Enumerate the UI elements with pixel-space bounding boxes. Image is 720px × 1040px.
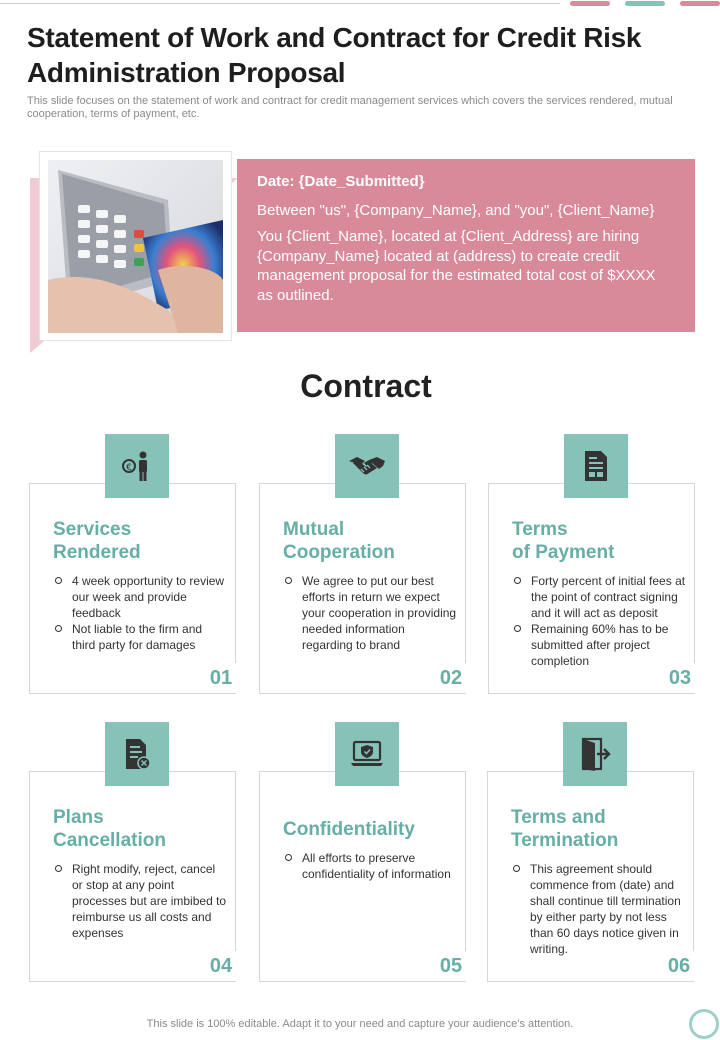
intro-box (237, 159, 695, 332)
page-subtitle: This slide focuses on the statement of work and contract for credit management services which covers the services rendered, mutual cooperation, terms of payment, etc. (27, 95, 673, 120)
accent-bar-2 (625, 1, 665, 6)
top-rule (0, 3, 560, 4)
card-title (53, 806, 233, 852)
list-item: Not liable to the firm and third party for damages (55, 621, 227, 653)
list-item: Remaining 60% has to be submitted after project completion (514, 621, 686, 669)
card-list (285, 573, 457, 653)
card-title (511, 806, 691, 852)
card-list (285, 850, 457, 882)
card-title-line-1: Terms and (511, 807, 606, 828)
intro-date: Date: {Date_Submitted} (257, 173, 425, 190)
card-title (283, 518, 463, 564)
card-title-line-1: Mutual (283, 519, 345, 540)
card-list (514, 573, 686, 669)
invoice-icon-box (564, 434, 628, 498)
card-title (512, 518, 692, 564)
svg-text:€: € (126, 463, 132, 473)
card-number: 03 (656, 663, 704, 693)
list-item: This agreement should commence from (date) and shall continue till termination by either party by not less than 60 days notice given in writing. (513, 861, 685, 957)
card-title-line-2: Rendered (53, 542, 141, 563)
money-person-icon-box (105, 434, 169, 498)
contract-card-mutual-cooperation (259, 483, 466, 694)
intro-body: You {Client_Name}, located at {Client_Address} are hiring {Company_Name} located at (address) to create credit management proposal for the estimated total cost of $XXXX as outlined. (257, 228, 656, 304)
list-item: Right modify, reject, cancel or stop at any point processes but are imbibed to reimburse us all costs and expenses (55, 861, 227, 941)
card-number: 06 (655, 951, 703, 981)
contract-card-plans-cancellation (29, 771, 236, 982)
footer-note: This slide is 100% editable. Adapt it to your need and capture your audience’s attention. (146, 1018, 574, 1030)
accent-bar-1 (570, 1, 610, 6)
invoice-icon (581, 449, 611, 483)
list-item: 4 week opportunity to review our week and provide feedback (55, 573, 227, 621)
secure-laptop-icon (349, 739, 385, 769)
list-item: Forty percent of initial fees at the point of contract signing and it will act as deposit (514, 573, 686, 621)
card-list (55, 861, 227, 941)
contract-heading: Contract (300, 368, 432, 404)
card-title-line-2: Cooperation (283, 542, 395, 563)
card-title-line-1: Plans (53, 807, 104, 828)
card-title (283, 818, 463, 841)
card-number: 05 (427, 951, 475, 981)
card-number: 04 (197, 951, 245, 981)
page-title: Statement of Work and Contract for Credit Risk Administration Proposal (27, 22, 642, 88)
money-person-icon (120, 449, 154, 483)
photo-frame (39, 151, 232, 341)
handshake-icon-box (335, 434, 399, 498)
card-number: 01 (197, 663, 245, 693)
card-title-line-2: of Payment (512, 542, 615, 563)
exit-door-icon (579, 737, 611, 771)
corner-circle-decoration (689, 1009, 719, 1039)
card-title-line-2: Cancellation (53, 830, 166, 851)
contract-card-confidentiality (259, 771, 466, 982)
list-item: All efforts to preserve confidentiality of information (285, 850, 457, 882)
intro-between: Between "us", {Company_Name}, and "you", {Client_Name} (257, 201, 655, 219)
cancel-document-icon-box (105, 722, 169, 786)
card-title-line-2: Termination (511, 830, 619, 851)
list-item: We agree to put our best efforts in return we expect your cooperation in providing needed information regarding to brand (285, 573, 457, 653)
cancel-document-icon (122, 737, 152, 771)
contract-card-terms-of-payment (488, 483, 695, 694)
contract-card-terms-and-termination (487, 771, 694, 982)
card-title-line-1: Confidentiality (283, 819, 415, 840)
card-reader-photo (48, 160, 223, 333)
contract-card-services-rendered (29, 483, 236, 694)
exit-door-icon-box (563, 722, 627, 786)
card-list (513, 861, 685, 957)
accent-bar-3 (680, 1, 720, 6)
card-title-line-1: Terms (512, 519, 568, 540)
card-title-line-1: Services (53, 519, 132, 540)
card-title (53, 518, 233, 564)
card-list (55, 573, 227, 653)
card-number: 02 (427, 663, 475, 693)
handshake-icon (347, 451, 387, 481)
secure-laptop-icon-box (335, 722, 399, 786)
